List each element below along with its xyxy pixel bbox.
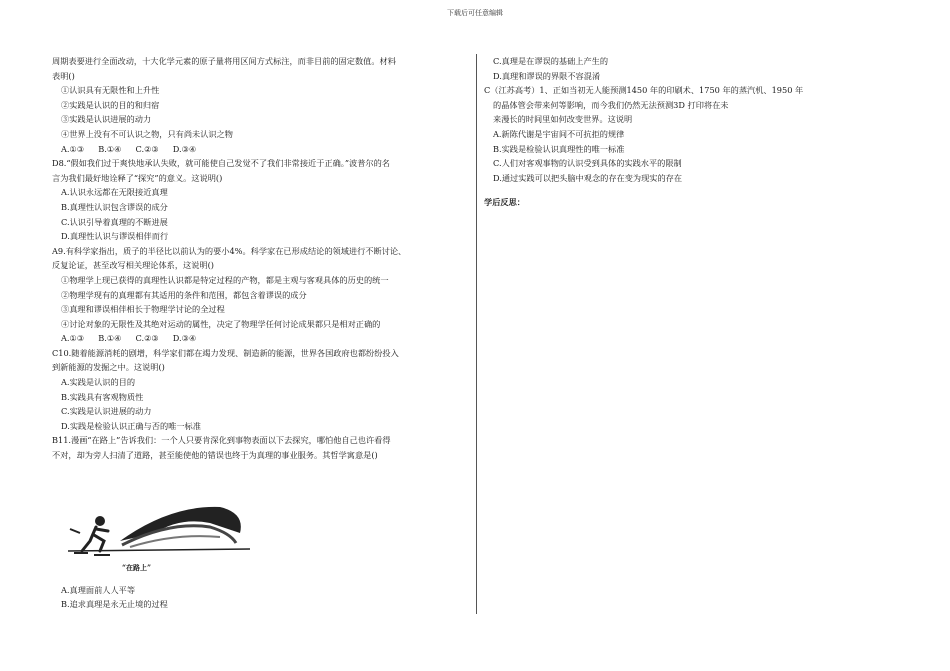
option-item: ①物理学上现已获得的真理性认识都是特定过程的产物，都是主观与客观具体的历史的统一	[61, 274, 389, 285]
answer-option: B.①④	[98, 333, 122, 344]
reflection-heading: 学后反思：	[484, 197, 525, 208]
question-12-text: 来漫长的时间里如何改变世界。这说明	[493, 114, 633, 125]
option-item: ④世界上没有不可认识之物，只有尚未认识之物	[61, 128, 233, 139]
question-12-text: C（江苏高考）1、正如当初无人能预测1450 年的印刷术、1750 年的蒸汽机、1950 年	[484, 85, 804, 96]
right-column	[484, 54, 884, 210]
question-8-text: 言为我们最好地诠释了“探究”的意义。这说明()	[52, 172, 223, 183]
cartoon-caption: “在路上”	[122, 562, 152, 572]
answer-option: D.真理和谬误的界限不容混淆	[493, 70, 601, 81]
option-item: ③实践是认识进展的动力	[61, 114, 152, 125]
answer-option: A.真理面前人人平等	[61, 584, 136, 595]
answer-option: A.实践是认识的目的	[61, 377, 136, 388]
question-11-text: 不对，却为旁人扫清了道路，甚至能使他的错误也终于为真理的事业服务。其哲学寓意是()	[52, 450, 378, 461]
answer-option: C.真理是在谬误的基础上产生的	[493, 56, 609, 66]
answer-option: C.②③	[135, 333, 159, 344]
answer-option: A.认识永远都在无限接近真理	[61, 187, 168, 198]
answer-option: A.①③	[61, 333, 85, 344]
answer-option: D.真理性认识与谬误相伴而行	[61, 231, 169, 242]
option-item: ②物理学现有的真理都有其适用的条件和范围，都包含着谬误的成分	[61, 289, 307, 300]
page-header: 下载后可任意编辑	[447, 9, 503, 17]
answer-option: C.认识引导着真理的不断进展	[61, 216, 168, 227]
answer-option: C.②③	[135, 143, 159, 154]
question-9-text: A9.有科学家指出，质子的半径比以前认为的要小4%。科学家在已形成结论的领域进行不断讨论、	[52, 245, 407, 256]
intro-line: 表明()	[52, 70, 75, 81]
answer-options	[52, 142, 470, 157]
question-9-text: 反复论证，甚至改写相关理论体系，这说明()	[52, 260, 214, 271]
left-column	[52, 54, 470, 612]
answer-option: D.实践是检验认识正确与否的唯一标准	[61, 420, 201, 431]
question-11-text: B11.漫画“在路上”告诉我们：一个人只要肯深化到事物表面以下去探究，哪怕他自己也许看得	[52, 435, 391, 446]
answer-option: A.①③	[61, 143, 85, 154]
intro-line: 周期表要进行全面改动，十大化学元素的原子量将用区间方式标注，而非目前的固定数值。材料	[52, 56, 396, 66]
answer-options	[52, 331, 470, 346]
answer-option: B.追求真理是永无止境的过程	[61, 599, 168, 610]
answer-option: D.通过实践可以把头脑中观念的存在变为现实的存在	[493, 172, 683, 183]
answer-option: B.实践具有客观物质性	[61, 391, 144, 402]
answer-option: B.实践是检验认识真理性的唯一标准	[493, 143, 625, 154]
option-item: ③真理和谬误相伴相长于物理学讨论的全过程	[61, 304, 225, 315]
cartoon-on-the-road	[60, 503, 260, 573]
option-item: ④讨论对象的无限性及其绝对运动的属性，决定了物理学任何讨论成果都只是相对正确的	[61, 318, 381, 329]
answer-option: A.新陈代谢是宇宙间不可抗拒的规律	[493, 128, 625, 139]
answer-option: C.人们对客观事物的认识受到具体的实践水平的限制	[493, 158, 682, 169]
column-divider	[476, 54, 477, 614]
answer-option: D.③④	[172, 143, 197, 154]
answer-option: D.③④	[172, 333, 197, 344]
answer-option: B.真理性认识包含谬误的成分	[61, 201, 168, 212]
question-8-text: D8.“假如我们过于爽快地承认失败，就可能使自己发觉不了我们非常接近于正确。”波普尔的名	[52, 158, 390, 169]
answer-option: B.①④	[98, 143, 122, 154]
cartoon-drawing-icon	[60, 503, 260, 563]
question-10-text: 到新能源的发掘之中。这说明()	[52, 362, 165, 373]
question-10-text: C10.随着能源消耗的剧增，科学家们都在竭力发现、制造新的能源，世界各国政府也都纷纷投入	[52, 347, 399, 358]
option-item: ①认识具有无限性和上升性	[61, 85, 160, 96]
question-12-text: 的晶体管会带来何等影响，而今我们仍然无法预测3D 打印将在未	[493, 99, 729, 110]
answer-option: C.实践是认识进展的动力	[61, 406, 152, 417]
option-item: ②实践是认识的目的和归宿	[61, 99, 160, 110]
